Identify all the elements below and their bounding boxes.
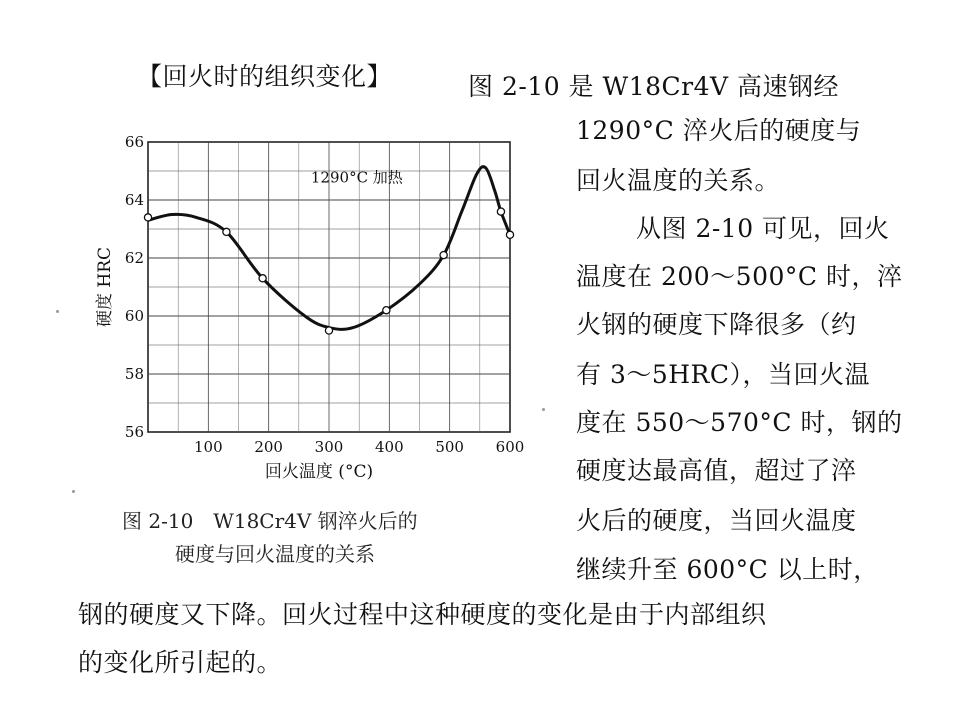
data-point: [506, 231, 513, 238]
x-tick-label: 300: [314, 438, 344, 456]
data-point: [440, 252, 447, 259]
body-text-line: 有 3～5HRC），当回火温: [576, 360, 871, 389]
body-text-line: 从图 2-10 可见，回火: [636, 214, 890, 243]
body-text-line: 硬度达最高值，超过了淬: [576, 456, 857, 485]
hardness-tempering-chart: [90, 125, 540, 485]
data-point: [497, 208, 504, 215]
figure-caption-line1: 图 2-10 W18Cr4V 钢淬火后的: [122, 509, 418, 533]
section-heading: 【回火时的组织变化】: [137, 62, 393, 91]
x-tick-label: 400: [375, 438, 404, 456]
body-text-line: 火钢的硬度下降很多（约: [576, 310, 857, 339]
y-tick-label: 58: [124, 365, 144, 383]
scan-speck: [72, 490, 75, 493]
x-tick-label: 200: [254, 438, 283, 456]
body-text-line: 火后的硬度，当回火温度: [576, 506, 857, 535]
data-point: [223, 228, 230, 235]
y-tick-label: 64: [124, 191, 144, 209]
chart-annotation: 1290°C 加热: [310, 168, 403, 187]
y-tick-label: 56: [124, 423, 144, 441]
y-tick-label: 62: [124, 249, 144, 267]
scan-speck: [56, 310, 59, 313]
figure-caption-line2: 硬度与回火温度的关系: [175, 542, 375, 566]
x-tick-label: 100: [194, 438, 223, 456]
y-axis-label: 硬度 HRC: [95, 246, 115, 328]
data-point: [259, 275, 266, 282]
body-text-line: 回火温度的关系。: [576, 166, 781, 195]
body-text-line: 的变化所引起的。: [78, 648, 283, 677]
data-point: [325, 327, 332, 334]
x-tick-label: 600: [495, 438, 525, 456]
data-point: [144, 214, 151, 221]
body-text-line: 1290°C 淬火后的硬度与: [576, 116, 862, 145]
body-text-line: 温度在 200～500°C 时，淬: [576, 262, 903, 291]
y-tick-label: 60: [124, 307, 144, 325]
body-text-line: 钢的硬度又下降。回火过程中这种硬度的变化是由于内部组织: [78, 600, 767, 629]
data-point: [383, 307, 390, 314]
body-text-line: 图 2-10 是 W18Cr4V 高速钢经: [468, 72, 839, 101]
scan-speck: [542, 408, 545, 411]
body-text-line: 度在 550～570°C 时，钢的: [576, 408, 903, 437]
x-axis-label: 回火温度 (°C): [264, 462, 374, 482]
x-tick-label: 500: [435, 438, 464, 456]
y-tick-label: 66: [124, 133, 144, 151]
body-text-line: 继续升至 600°C 以上时，: [576, 555, 879, 584]
